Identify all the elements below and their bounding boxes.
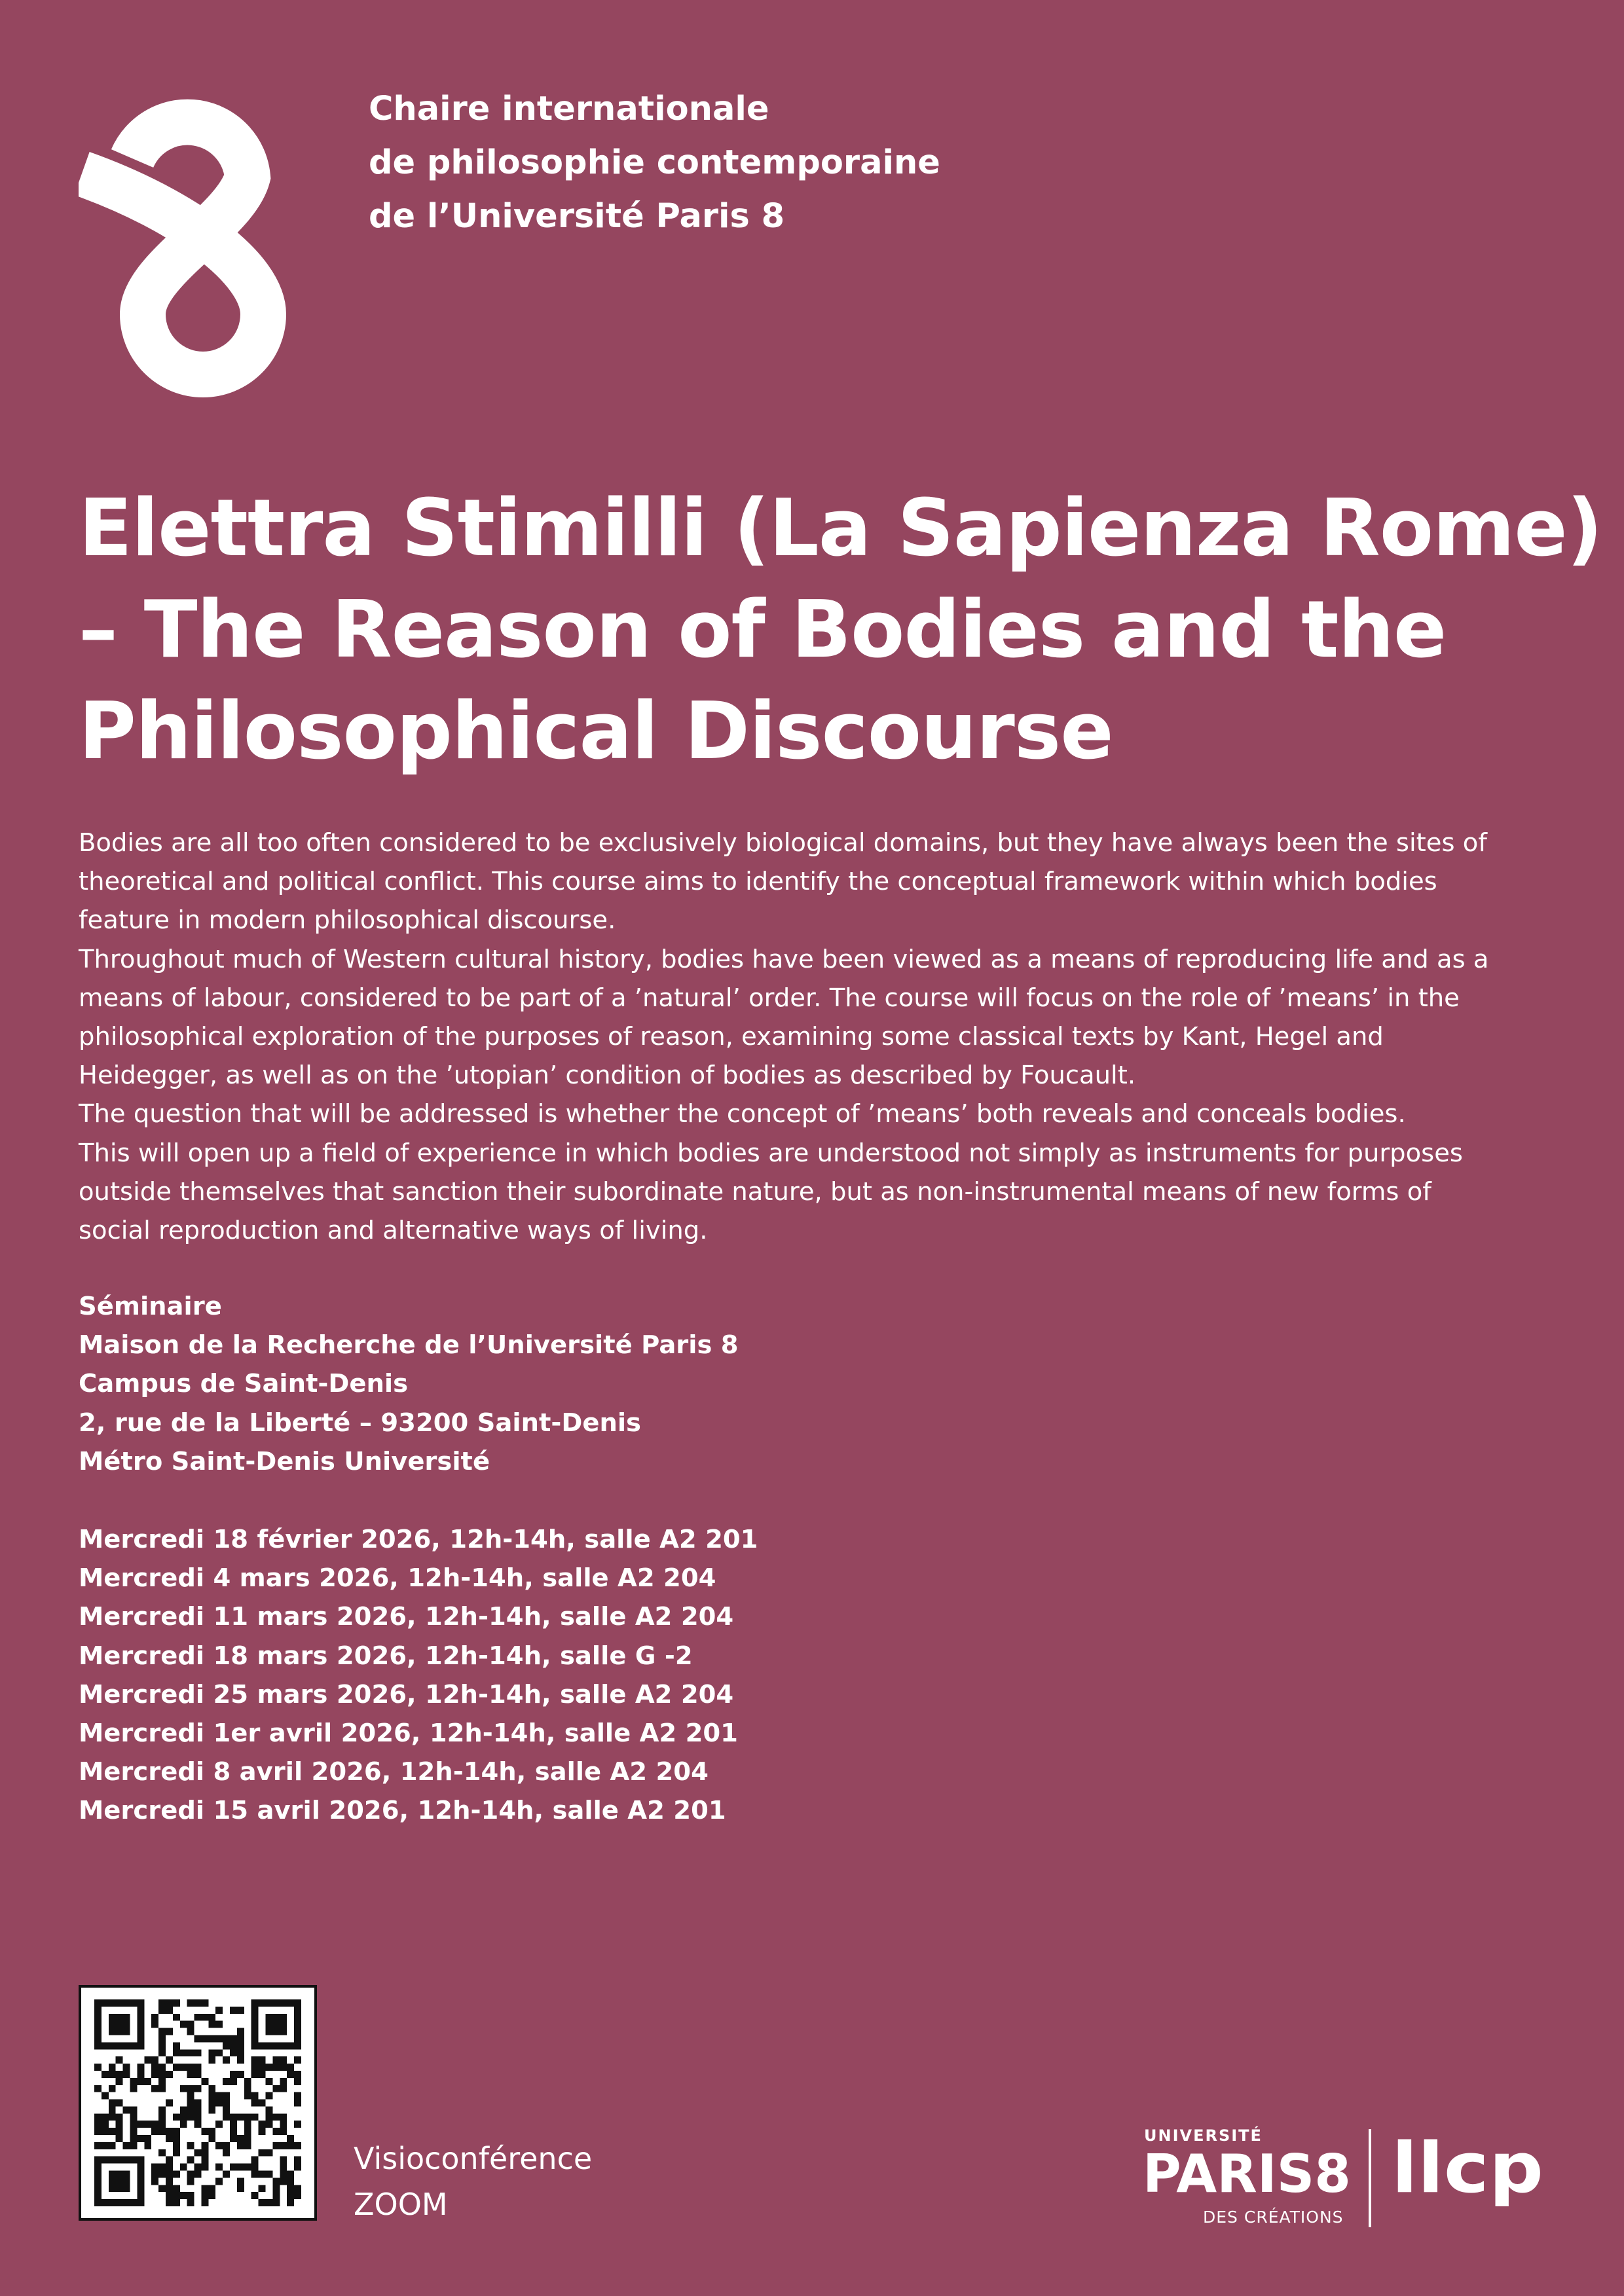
date-item: Mercredi 18 février 2026, 12h-14h, salle A2 201 <box>79 1525 758 1554</box>
date-item: Mercredi 25 mars 2026, 12h-14h, salle A2 204 <box>79 1679 734 1709</box>
page-title <box>79 478 1602 782</box>
date-item: Mercredi 1er avril 2026, 12h-14h, salle A2 201 <box>79 1719 738 1749</box>
logo-divider <box>1369 2129 1371 2227</box>
description-line: Throughout much of Western cultural history, bodies have been viewed as a means of reproducing life and as a <box>79 944 1489 974</box>
universite-paris8-llcp-logo <box>1143 2121 1549 2236</box>
description-line: social reproduction and alternative ways of living. <box>79 1216 708 1246</box>
description-line: means of labour, considered to be part of a ’natural’ order. The course will focus on the role of ’means’ in the <box>79 983 1460 1013</box>
date-item: Mercredi 8 avril 2026, 12h-14h, salle A2 204 <box>79 1757 709 1787</box>
session-dates <box>79 1520 758 1831</box>
qr-code-icon <box>93 1999 303 2206</box>
title-line: – The Reason of Bodies and the <box>79 585 1447 676</box>
chair-line: de l’Université Paris 8 <box>369 197 785 236</box>
description-line: outside themselves that sanction their subordinate nature, but as non-instrumental means of new forms of <box>79 1176 1431 1207</box>
seminar-line: Maison de la Recherche de l’Université Paris 8 <box>79 1330 739 1360</box>
seminar-location <box>79 1287 739 1481</box>
seminar-line: Séminaire <box>79 1292 222 1321</box>
description-line: feature in modern philosophical discourse. <box>79 905 616 936</box>
logo-paris: PARIS8 <box>1143 2143 1351 2204</box>
description-line: Heidegger, as well as on the ’utopian’ condition of bodies as described by Foucault. <box>79 1061 1136 1091</box>
seminar-line: Campus de Saint-Denis <box>79 1369 409 1399</box>
chair-line: de philosophie contemporaine <box>369 143 940 182</box>
visio-platform: ZOOM <box>354 2187 448 2222</box>
date-item: Mercredi 4 mars 2026, 12h-14h, salle A2 204 <box>79 1563 716 1594</box>
description-line: theoretical and political conflict. This course aims to identify the conceptual framework within which bodies <box>79 867 1437 897</box>
description-line: philosophical exploration of the purposes of reason, examining some classical texts by Kant, Hegel and <box>79 1022 1384 1052</box>
seminar-line: Métro Saint-Denis Université <box>79 1446 490 1476</box>
logo-des-creations: DES CRÉATIONS <box>1203 2208 1344 2227</box>
date-item: Mercredi 15 avril 2026, 12h-14h, salle A2 201 <box>79 1796 726 1826</box>
seminar-line: 2, rue de la Liberté – 93200 Saint-Denis <box>79 1408 641 1438</box>
description-line: This will open up a field of experience in which bodies are understood not simply as instruments for purposes <box>79 1138 1463 1168</box>
title-line: Philosophical Discourse <box>79 686 1113 777</box>
paris8-logo-icon <box>79 72 327 399</box>
description-line: Bodies are all too often considered to be exclusively biological domains, but they have always been the sites of <box>79 828 1487 858</box>
title-line: Elettra Stimilli (La Sapienza Rome) <box>79 483 1602 574</box>
chair-heading <box>369 82 940 244</box>
logo-universite: UNIVERSITÉ <box>1144 2126 1263 2145</box>
chair-line: Chaire internationale <box>369 90 769 128</box>
course-description <box>79 824 1559 1250</box>
visio-label: Visioconférence <box>354 2141 593 2176</box>
visio-info <box>354 2136 592 2227</box>
description-line: The question that will be addressed is whether the concept of ’means’ both reveals and conceals bodies. <box>79 1099 1406 1129</box>
date-item: Mercredi 11 mars 2026, 12h-14h, salle A2 204 <box>79 1602 734 1632</box>
date-item: Mercredi 18 mars 2026, 12h-14h, salle G -2 <box>79 1641 693 1671</box>
logo-llcp: llcp <box>1392 2128 1543 2208</box>
qr-code[interactable] <box>79 1985 317 2221</box>
